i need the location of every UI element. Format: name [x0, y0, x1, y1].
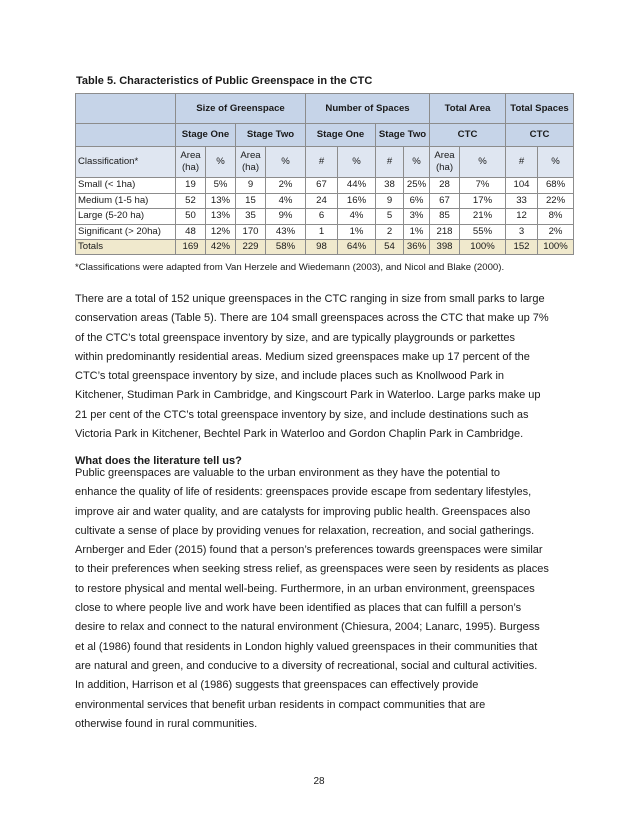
row-label: Significant (> 20ha) — [76, 224, 176, 240]
header-row-stages — [76, 124, 574, 147]
table-cell: 152 — [506, 240, 538, 255]
header-count: # — [376, 147, 404, 178]
text-line: improve air and water quality, and are catalysts for improving public health. Greenspaces also — [75, 505, 531, 518]
table-cell: 64% — [338, 240, 376, 255]
row-label: Small (< 1ha) — [76, 178, 176, 194]
section-heading: What does the literature tell us? — [75, 455, 242, 467]
header-size-stage-two: Stage Two — [236, 124, 306, 147]
table-cell: 44% — [338, 178, 376, 194]
text-line: CTC’s total greenspace inventory by size, and include places such as Knollwood Park in — [75, 370, 505, 383]
table-cell: 85 — [430, 209, 460, 225]
table-cell: 9 — [376, 193, 404, 209]
header-size-of-greenspace: Size of Greenspace — [176, 94, 306, 124]
header-pct: % — [538, 147, 574, 178]
table-cell: 104 — [506, 178, 538, 194]
text-line: are natural and green, and conducive to a diversity of recreational, social and cultural activities. — [75, 659, 538, 672]
table-cell: 17% — [460, 193, 506, 209]
header-classification: Classification* — [76, 147, 176, 178]
header-pct: % — [338, 147, 376, 178]
table-row — [76, 209, 574, 225]
header-number-stage-one: Stage One — [306, 124, 376, 147]
table-cell: 36% — [404, 240, 430, 255]
text-line: within predominantly residential areas. Medium sized greenspaces make up 17 percent of the — [75, 350, 530, 363]
table-cell: 25% — [404, 178, 430, 194]
header-count: # — [306, 147, 338, 178]
text-line: In addition, Harrison et al (1986) suggests that greenspaces can effectively provide — [75, 679, 479, 692]
table-cell: 24 — [306, 193, 338, 209]
text-line: Public greenspaces are valuable to the urban environment as they have the potential to — [75, 467, 500, 479]
header-blank — [76, 94, 176, 124]
table-footnote: *Classifications were adapted from Van Herzele and Wiedemann (2003), and Nicol and Blake (2000). — [75, 262, 505, 273]
paragraph-greenspace-summary — [75, 290, 567, 444]
table-cell: 3 — [506, 224, 538, 240]
table-cell: 6 — [306, 209, 338, 225]
greenspace-table — [75, 93, 574, 255]
header-total-spaces: Total Spaces — [506, 94, 574, 124]
header-row-groups — [76, 94, 574, 124]
table-cell: 52 — [176, 193, 206, 209]
text-line: Victoria Park in Kitchener, Bechtel Park in Waterloo and Gordon Chaplin Park in Cambridge. — [75, 428, 524, 441]
table-row — [76, 224, 574, 240]
header-spaces-ctc: CTC — [506, 124, 574, 147]
table-cell: 4% — [266, 193, 306, 209]
totals-row — [76, 240, 574, 255]
table-cell: 2% — [266, 178, 306, 194]
text-line: to restore physical and mental well-being. Furthermore, in an urban environment, greenspaces — [75, 582, 535, 595]
table-cell: 15 — [236, 193, 266, 209]
table-cell: 48 — [176, 224, 206, 240]
header-pct: % — [206, 147, 236, 178]
row-label: Large (5-20 ha) — [76, 209, 176, 225]
header-blank — [76, 124, 176, 147]
row-label: Medium (1-5 ha) — [76, 193, 176, 209]
table-cell: 67 — [306, 178, 338, 194]
text-line: otherwise found in rural communities. — [75, 717, 258, 730]
table-cell: 1 — [306, 224, 338, 240]
table-cell: 218 — [430, 224, 460, 240]
text-line: environmental services that benefit urban residents in compact communities that are — [75, 698, 486, 711]
table-cell: 2% — [538, 224, 574, 240]
table-row — [76, 193, 574, 209]
text-line: There are a total of 152 unique greenspaces in the CTC ranging in size from small parks to large — [75, 293, 545, 305]
table-cell: 13% — [206, 209, 236, 225]
table-cell: 9 — [236, 178, 266, 194]
table-cell: 100% — [460, 240, 506, 255]
text-line: close to where people live and work have been identified as places that can fulfill a person’s — [75, 602, 522, 615]
table-cell: 35 — [236, 209, 266, 225]
table-cell: 22% — [538, 193, 574, 209]
page-number: 28 — [313, 776, 325, 787]
table-cell: 9% — [266, 209, 306, 225]
table-row — [76, 178, 574, 194]
table-cell: 2 — [376, 224, 404, 240]
table-cell: 38 — [376, 178, 404, 194]
table-cell: 3% — [404, 209, 430, 225]
table-cell: 12 — [506, 209, 538, 225]
table-cell: 68% — [538, 178, 574, 194]
table-cell: 67 — [430, 193, 460, 209]
text-line: of the CTC’s total greenspace inventory by size, and are typically playgrounds or parkettes — [75, 331, 516, 344]
table-caption: Table 5. Characteristics of Public Greenspace in the CTC — [76, 75, 373, 87]
table-cell: 55% — [460, 224, 506, 240]
header-number-of-spaces: Number of Spaces — [306, 94, 430, 124]
table-cell: 12% — [206, 224, 236, 240]
header-size-stage-one: Stage One — [176, 124, 236, 147]
header-count: # — [506, 147, 538, 178]
text-line: et al (1986) found that residents in London highly valued greenspaces in their communities that — [75, 640, 538, 653]
header-total-area: Total Area — [430, 94, 506, 124]
table-cell: 1% — [338, 224, 376, 240]
table-cell: 5% — [206, 178, 236, 194]
header-row-columns — [76, 147, 574, 178]
text-line: Arnberger and Eder (2015) found that a person’s preferences towards greenspaces were similar — [75, 544, 543, 557]
table-cell: 54 — [376, 240, 404, 255]
table-cell: 98 — [306, 240, 338, 255]
header-pct: % — [266, 147, 306, 178]
table-cell: 43% — [266, 224, 306, 240]
table-cell: 33 — [506, 193, 538, 209]
header-pct: % — [460, 147, 506, 178]
text-line: Kitchener, Studiman Park in Cambridge, and Kingscourt Park in Waterloo. Large parks make up — [75, 389, 541, 402]
table-cell: 1% — [404, 224, 430, 240]
table-cell: 170 — [236, 224, 266, 240]
text-line: conservation areas (Table 5). There are 104 small greenspaces across the CTC that make up 7% — [75, 312, 549, 325]
table-cell: 229 — [236, 240, 266, 255]
table-cell: 8% — [538, 209, 574, 225]
table-cell: 42% — [206, 240, 236, 255]
header-area-ctc: CTC — [430, 124, 506, 147]
text-line: cultivate a sense of place by providing venues for relaxation, recreation, and social gatherings. — [75, 524, 535, 537]
paragraph-literature — [75, 464, 567, 734]
header-area: Area (ha) — [430, 147, 460, 178]
table-cell: 5 — [376, 209, 404, 225]
text-line: 21 per cent of the CTC’s total greenspace inventory by size, and include destinations such as — [75, 408, 529, 421]
row-label: Totals — [76, 240, 176, 255]
table-cell: 6% — [404, 193, 430, 209]
table-cell: 58% — [266, 240, 306, 255]
header-pct: % — [404, 147, 430, 178]
table-cell: 100% — [538, 240, 574, 255]
table-cell: 28 — [430, 178, 460, 194]
table-cell: 4% — [338, 209, 376, 225]
text-line: to their preferences when seeking stress relief, as greenspaces were seen by residents as places — [75, 563, 549, 576]
table-cell: 21% — [460, 209, 506, 225]
table-cell: 169 — [176, 240, 206, 255]
table-cell: 13% — [206, 193, 236, 209]
table-cell: 16% — [338, 193, 376, 209]
text-line: desire to relax and connect to the natural environment (Chiesura, 2004; Lanarc, 1995). Burgess — [75, 621, 540, 634]
text-line: enhance the quality of life of residents: greenspaces provide escape from sedentary lifestyles, — [75, 486, 532, 499]
table-cell: 19 — [176, 178, 206, 194]
table-cell: 50 — [176, 209, 206, 225]
table-cell: 7% — [460, 178, 506, 194]
header-number-stage-two: Stage Two — [376, 124, 430, 147]
table-cell: 398 — [430, 240, 460, 255]
header-area: Area (ha) — [236, 147, 266, 178]
header-area: Area (ha) — [176, 147, 206, 178]
